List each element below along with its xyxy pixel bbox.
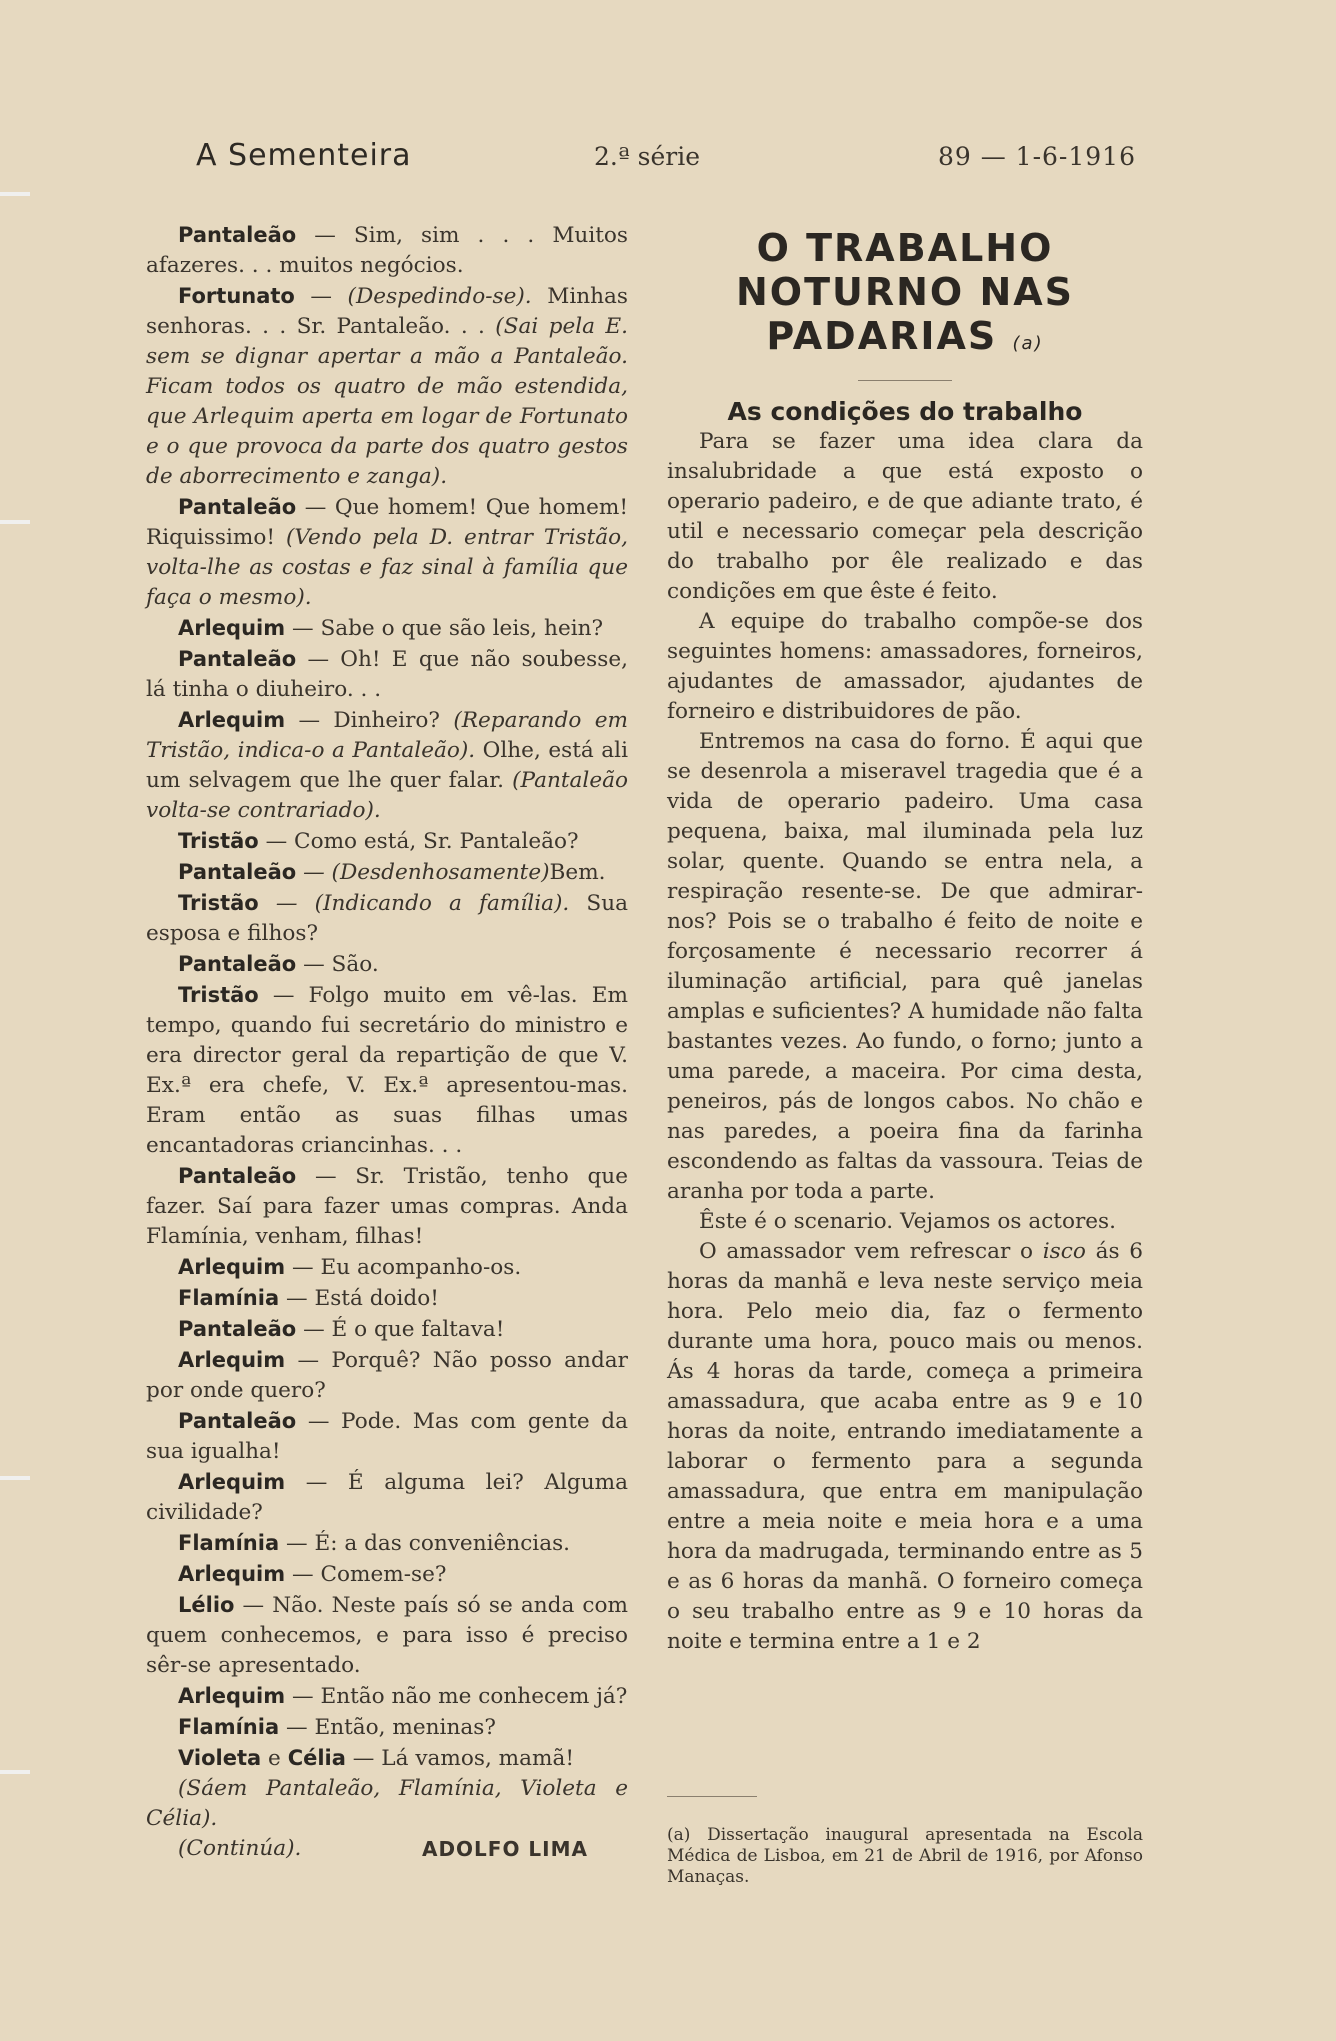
dialogue-text: — Porquê? Não posso andar por onde quero? — [146, 1348, 628, 1403]
article-title: O TRABALHO NOTURNO NAS PADARIAS (a) — [735, 226, 1075, 358]
dialogue-line — [146, 1467, 628, 1528]
speaker-name: Arlequim — [178, 1470, 286, 1494]
speaker-name: Tristão — [178, 829, 259, 853]
speaker-name: Flamínia — [178, 1286, 280, 1310]
speaker-name: Pantaleão — [178, 495, 297, 519]
dialogue-text: Sua esposa e filhos? — [146, 891, 628, 946]
dialogue-text: — Que homem! Que homem! Riquissimo! — [146, 495, 628, 550]
dialogue-text: Bem. — [549, 860, 606, 885]
stage-direction: (Reparando em Tristão, indica-o a Pantaleão). — [146, 708, 628, 763]
dialogue-line — [146, 1161, 628, 1252]
continued-note: (Continúa). — [178, 1836, 302, 1861]
dialogue-line — [146, 1345, 628, 1406]
speaker-name: Pantaleão — [178, 860, 297, 884]
dialogue-line — [146, 857, 628, 888]
dialogue-line — [146, 1252, 628, 1283]
speaker-name: Fortunato — [178, 284, 295, 308]
speaker-name: Tristão — [178, 983, 259, 1007]
dialogue-line — [146, 949, 628, 980]
dialogue-line — [146, 492, 628, 613]
speaker-name: Arlequim — [178, 1255, 286, 1279]
dialogue-line: Fortunato — (Despedindo-se). Minhas senhoras. . . Sr. Pantaleão. . . (Sai pela E. sem se dignar apertar a mão a Pantaleão. Ficam todos os quatro de mão estendida, que Arlequim aperta em logar de Fortunato e o que provoca da parte dos quatro gestos de aborrecimento e zanga). — [146, 284, 628, 489]
speaker-name: Lélio — [178, 1593, 235, 1617]
dialogue-text: — Sr. Tristão, tenho que fazer. Saí para fazer umas compras. Anda Flamínia, venham, filhas! — [146, 1164, 628, 1249]
dialogue-line — [146, 644, 628, 705]
dialogue-text: Olhe, está ali um selvagem que lhe quer falar. — [146, 738, 628, 793]
right-column-article — [667, 226, 1143, 1657]
issue-number-date: 89 — 1-6-1916 — [937, 142, 1136, 171]
dialogue-line — [146, 826, 628, 857]
speaker-name: Pantaleão — [178, 647, 297, 671]
article-paragraph: Êste é o scenario. Vejamos os actores. — [699, 1209, 1117, 1234]
stage-direction: — (Desdenhosamente) — [296, 860, 550, 885]
left-column-play — [146, 220, 628, 1864]
speaker-name: Arlequim — [178, 708, 286, 732]
dialogue-line — [146, 1406, 628, 1467]
dialogue-text: — É o que faltava! — [296, 1317, 505, 1342]
speaker-name: Flamínia — [178, 1531, 280, 1555]
title-footnote-marker: (a) — [1012, 333, 1044, 354]
dialogue-line — [146, 1590, 628, 1681]
dialogue-text: — Oh! E que não soubesse, lá tinha o diuheiro. . . — [146, 647, 628, 702]
dialogue-line — [146, 1681, 628, 1712]
page-header — [196, 138, 1136, 178]
dialogue-text: — Sabe o que são leis, hein? — [285, 616, 604, 641]
dialogue-line — [146, 220, 628, 281]
dialogue-line — [146, 1528, 628, 1559]
dialogue-text: — Comem-se? — [285, 1562, 447, 1587]
footnote-divider — [667, 1796, 757, 1797]
speaker-name: Pantaleão — [178, 1164, 297, 1188]
speaker-name: Pantaleão — [178, 1317, 297, 1341]
punch-mark — [0, 1770, 30, 1774]
dialogue-text: — Eu acompanho-os. — [285, 1255, 522, 1280]
punch-mark — [0, 192, 30, 196]
dialogue-text: — Sim, sim . . . Muitos afazeres. . . muitos negócios. — [146, 223, 628, 278]
author-name: ADOLFO LIMA — [421, 1837, 588, 1861]
dialogue-text: — Lá vamos, mamã! — [345, 1746, 575, 1771]
divider — [858, 380, 952, 381]
dialogue-line — [146, 705, 628, 826]
article-paragraph: Entremos na casa do forno. É aqui que se desenrola a miseravel tragedia que é a vida de operario padeiro. Uma casa pequena, baixa, mal iluminada pela luz solar, quente. Quando se entra nela, a respiração resente-se. De que admirar-nos? Pois se o trabalho é feito de noite e forçosamente é necessario recorrer á iluminação artificial, para quê janelas amplas e suficientes? A humidade não falta bastantes vezes. Ao fundo, o forno; junto a uma parede, a maceira. Por cima desta, peneiros, pás de longos cabos. No chão e nas paredes, a poeira fina da farinha escondendo as faltas da vassoura. Teias de aranha por toda a parte. — [667, 729, 1143, 1204]
dialogue-line — [146, 888, 628, 949]
article-paragraph: A equipe do trabalho compõe-se dos seguintes homens: amassadores, forneiros, ajudantes de amassador, ajudantes de forneiro e distribuidores de pão. — [667, 609, 1143, 724]
dialogue-line — [146, 1314, 628, 1345]
dialogue-text: — Está doido! — [279, 1286, 439, 1311]
speaker-name: Arlequim — [178, 1562, 286, 1586]
speaker-name: Tristão — [178, 891, 259, 915]
speaker-name: Pantaleão — [178, 1409, 297, 1433]
punch-mark — [0, 520, 30, 524]
stage-direction: — (Indicando a família). — [258, 891, 570, 916]
publication-title: A Sementeira — [196, 138, 412, 173]
stage-direction: (Vendo pela D. entrar Tristão, volta-lhe as costas e faz sinal à família que faça o mesmo). — [146, 525, 628, 610]
article-paragraph: Para se fazer uma idea clara da insalubridade a que está exposto o operario padeiro, e de que adiante trato, é util e necessario começar pela descrição do trabalho por êle realizado e das condições em que êste é feito. — [667, 429, 1143, 604]
dialogue-text: — É: a das conveniências. — [279, 1531, 571, 1556]
punch-mark — [0, 1476, 30, 1480]
stage-direction: (Sáem Pantaleão, Flamínia, Violeta e Célia). — [146, 1776, 628, 1831]
article-subheading: As condições do trabalho — [727, 397, 1083, 426]
speaker-name: Arlequim — [178, 1348, 286, 1372]
dialogue-line — [146, 980, 628, 1161]
dialogue-text: — São. — [296, 952, 379, 977]
dialogue-text: — Folgo muito em vê-las. Em tempo, quando fui secretário do ministro e era director geral da repartição de que V. Ex.ª era chefe, V. Ex.ª apresentou-mas. Eram então as suas filhas umas encantadoras criancinhas. . . — [146, 983, 628, 1158]
dialogue-text: — Então, meninas? — [279, 1715, 496, 1740]
stage-direction: (Sai pela E. sem se dignar apertar a mão a Pantaleão. Ficam todos os quatro de mão estendida, que Arlequim aperta em logar de Fortunato e o que provoca da parte dos quatro gestos de aborrecimento e zanga). — [146, 314, 628, 489]
dialogue-line — [146, 1712, 628, 1743]
dialogue-line — [146, 1559, 628, 1590]
footnote: (a) Dissertação inaugural apresentada na Escola Médica de Lisboa, em 21 de Abril de 1916, por Afonso Manaças. — [667, 1825, 1143, 1887]
speaker-name: Pantaleão — [178, 223, 297, 247]
dialogue-text: — Não. Neste país só se anda com quem conhecemos, e para isso é preciso sêr-se apresentado. — [146, 1593, 628, 1678]
dialogue-line: Violeta e Célia — Lá vamos, mamã! — [178, 1746, 575, 1771]
speaker-name: Pantaleão — [178, 952, 297, 976]
dialogue-text: — Então não me conhecem já? — [285, 1684, 628, 1709]
speaker-name: Flamínia — [178, 1715, 280, 1739]
article-paragraph: O amassador vem refrescar o isco ás 6 horas da manhã e leva neste serviço meia hora. Pelo meio dia, faz o fermento durante uma hora, pouco mais ou menos. Ás 4 horas da tarde, começa a primeira amassadura, que acaba entre as 9 e 10 horas da noite, entrando imediatamente a laborar o fermento para a segunda amassadura, que entra em manipulação entre a meia noite e meia hora e a uma hora da madrugada, terminando entre as 5 e as 6 horas da manhã. O forneiro começa o seu trabalho entre as 9 e 10 horas da noite e termina entre a 1 e 2 — [667, 1239, 1143, 1654]
dialogue-text: — Como está, Sr. Pantaleão? — [258, 829, 579, 854]
stage-direction: (Pantaleão volta-se contrariado). — [146, 768, 628, 823]
speaker-name: Célia — [287, 1746, 346, 1770]
dialogue-line — [146, 613, 628, 644]
stage-direction: (Despedindo-se). — [347, 284, 532, 309]
dialogue-line — [146, 1283, 628, 1314]
dialogue-text: — É alguma lei? Alguma civilidade? — [146, 1470, 628, 1525]
dialogue-text: Minhas senhoras. . . Sr. Pantaleão. . . — [146, 284, 628, 339]
dialogue-text: — Dinheiro? — [285, 708, 454, 733]
series-label: 2.ª série — [594, 142, 701, 171]
speaker-name: Violeta — [178, 1746, 262, 1770]
signature-line — [146, 1834, 628, 1864]
speaker-name: Arlequim — [178, 1684, 286, 1708]
speaker-name: Arlequim — [178, 616, 286, 640]
dialogue-text: — Pode. Mas com gente da sua igualha! — [146, 1409, 628, 1464]
